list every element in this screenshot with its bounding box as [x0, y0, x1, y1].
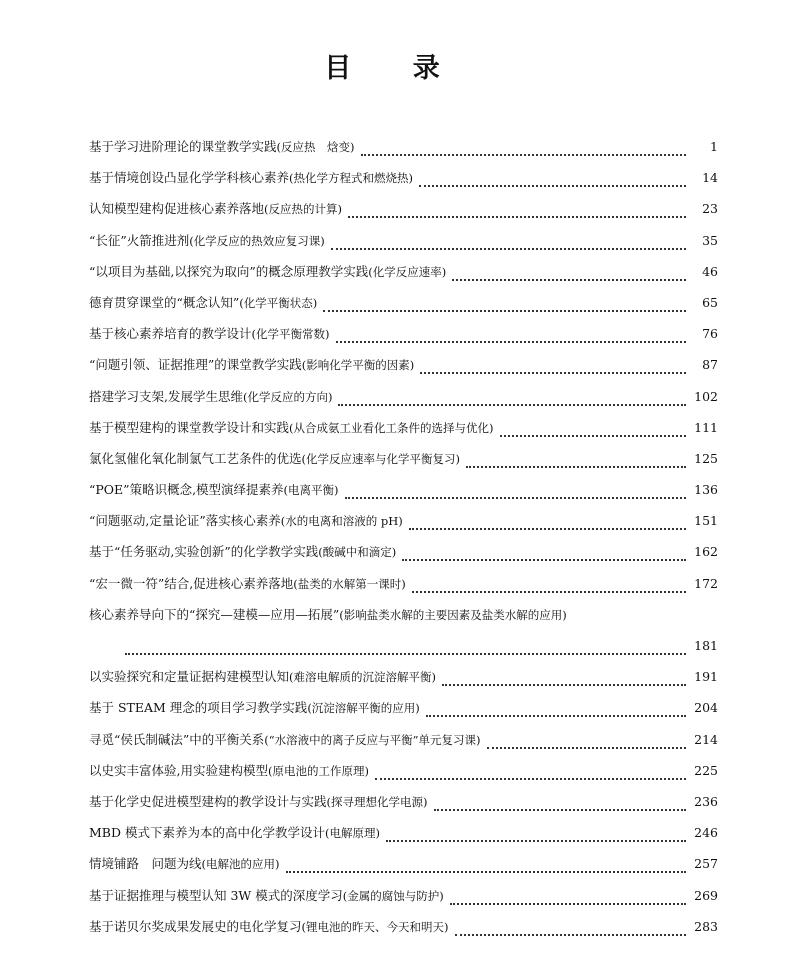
dot-leader — [455, 920, 687, 936]
entry-title: “宏一微一符”结合,促进核心素养落地 — [89, 575, 294, 591]
toc-entry[interactable] — [89, 481, 718, 512]
page-number: 269 — [694, 887, 718, 903]
entry-subtitle: (盐类的水解第一课时) — [293, 576, 406, 591]
dot-leader — [420, 358, 686, 374]
dot-leader — [500, 421, 687, 437]
toc-entry[interactable] — [89, 855, 718, 886]
toc-entry[interactable] — [89, 887, 718, 918]
page-number: 111 — [694, 419, 718, 435]
entry-title: 情境铺路 问题为线 — [89, 856, 202, 872]
dot-leader — [286, 857, 687, 873]
page-number: 214 — [694, 731, 718, 747]
entry-subtitle: (原电池的工作原理) — [267, 763, 369, 778]
page-number: 35 — [702, 232, 718, 248]
toc-entry[interactable] — [89, 606, 718, 637]
entry-subtitle: (从合成氨工业看化工条件的选择与优化) — [289, 420, 494, 435]
entry-subtitle: (水的电离和溶液的 pH) — [280, 514, 403, 529]
page-number: 225 — [694, 762, 718, 778]
dot-leader — [466, 452, 686, 468]
entry-subtitle: (影响盐类水解的主要因素及盐类水解的应用) — [339, 607, 567, 622]
entry-subtitle: (沉淀溶解平衡的应用) — [307, 701, 420, 716]
toc-entry[interactable] — [89, 356, 718, 387]
entry-subtitle: (化学平衡常数) — [251, 327, 330, 342]
entry-title: 基于情境创设凸显化学学科核心素养 — [89, 170, 290, 186]
entry-title: 德育贯穿课堂的“概念认知” — [89, 294, 240, 310]
entry-title: 基于核心素养培育的教学设计 — [89, 326, 252, 342]
entry-subtitle: (酸碱中和滴定) — [318, 545, 397, 560]
entry-subtitle: (化学反应的方向) — [242, 389, 333, 404]
dot-leader — [375, 764, 686, 780]
page-number: 125 — [694, 450, 718, 466]
entry-title: 基于 STEAM 理念的项目学习教学实践 — [89, 700, 308, 716]
entry-title: “问题驱动,定量论证”落实核心素养 — [89, 513, 281, 529]
entry-title: 以史实丰富体验,用实验建构模型 — [89, 762, 268, 778]
entry-title: MBD 模式下素养为本的高中化学教学设计 — [89, 825, 325, 841]
page-number: 76 — [702, 326, 718, 342]
toc-entry[interactable] — [89, 169, 718, 200]
page-number: 257 — [694, 856, 718, 872]
dot-leader — [125, 639, 686, 655]
toc-entry[interactable] — [89, 668, 718, 699]
dot-leader — [386, 826, 686, 842]
toc-entry[interactable] — [89, 699, 718, 730]
entry-title: 搭建学习支架,发展学生思维 — [89, 388, 243, 404]
toc-entry[interactable] — [89, 325, 718, 356]
entry-title: 氯化氢催化氧化制氯气工艺条件的优选 — [89, 450, 302, 466]
entry-title: “以项目为基础,以探究为取向”的概念原理教学实践 — [89, 263, 369, 279]
toc-entry[interactable] — [89, 294, 718, 325]
page-number: 151 — [694, 513, 718, 529]
page-number: 87 — [702, 357, 718, 373]
toc-entry[interactable] — [89, 200, 718, 231]
dot-leader — [434, 795, 687, 811]
dot-leader — [452, 265, 686, 281]
entry-title: 基于“任务驱动,实验创新”的化学教学实践 — [89, 544, 319, 560]
entry-title: “POE”策略识概念,模型演绎提素养 — [89, 482, 284, 498]
toc-entry[interactable] — [89, 263, 718, 294]
dot-leader — [361, 140, 687, 156]
dot-leader — [442, 670, 686, 686]
page-number: 65 — [702, 294, 718, 310]
toc-entry[interactable] — [89, 918, 718, 949]
dot-leader — [419, 171, 686, 187]
dot-leader — [412, 577, 686, 593]
entry-subtitle: (难溶电解质的沉淀溶解平衡) — [289, 670, 436, 685]
page-number: 162 — [694, 544, 718, 560]
entry-title: 基于学习进阶理论的课堂教学实践 — [89, 139, 277, 154]
page-number: 283 — [694, 918, 718, 934]
dot-leader — [338, 390, 686, 406]
table-of-contents — [89, 138, 718, 949]
dot-leader — [348, 202, 686, 218]
toc-entry[interactable] — [89, 824, 718, 855]
page-number: 172 — [694, 575, 718, 591]
entry-subtitle: (影响化学平衡的因素) — [301, 358, 415, 373]
entry-subtitle: (热化学方程式和燃烧热) — [289, 171, 413, 186]
toc-entry[interactable] — [89, 543, 718, 574]
toc-entry[interactable] — [89, 388, 718, 419]
entry-title: 寻觅“侯氏制碱法”中的平衡关系 — [89, 731, 265, 747]
dot-leader — [450, 889, 686, 905]
entry-title: “问题引领、证据推理”的课堂教学实践 — [89, 357, 302, 373]
page-number: 136 — [694, 482, 718, 498]
dot-leader — [409, 514, 686, 530]
toc-entry[interactable] — [89, 762, 718, 793]
toc-entry[interactable] — [89, 419, 718, 450]
dot-leader — [345, 483, 686, 499]
dot-leader — [487, 733, 686, 749]
toc-entry-continuation[interactable] — [89, 637, 718, 668]
entry-subtitle: (化学反应速率与化学平衡复习) — [301, 451, 460, 466]
entry-title: “长征”火箭推进剂 — [89, 232, 190, 248]
page-number: 1 — [710, 139, 718, 154]
entry-title: 基于证据推理与模型认知 3W 模式的深度学习 — [89, 887, 343, 903]
page-number: 181 — [694, 638, 718, 653]
toc-entry[interactable] — [89, 731, 718, 762]
entry-subtitle: (化学平衡状态) — [239, 295, 318, 310]
page-number: 14 — [702, 170, 718, 186]
entry-subtitle: (探寻理想化学电源) — [326, 794, 428, 809]
page-title: 目 录 — [324, 53, 466, 84]
entry-title: 认知模型建构促进核心素养落地 — [89, 201, 265, 217]
dot-leader — [426, 701, 686, 717]
dot-leader — [336, 327, 687, 343]
entry-subtitle: (反应热 焓变) — [276, 140, 355, 154]
toc-entry[interactable] — [89, 138, 718, 169]
dot-leader — [331, 234, 686, 250]
page-number: 236 — [694, 793, 718, 809]
page-number: 46 — [702, 263, 718, 279]
entry-subtitle: (反应热的计算) — [264, 202, 342, 217]
entry-subtitle: (金属的腐蚀与防护) — [342, 888, 444, 903]
entry-title: 以实验探究和定量证据构建模型认知 — [89, 669, 290, 685]
entry-title: 核心素养导向下的“探究—建模—应用—拓展” — [89, 606, 340, 622]
dot-leader — [402, 545, 686, 561]
page-number: 246 — [694, 825, 718, 841]
entry-subtitle: (电离平衡) — [283, 483, 339, 498]
entry-subtitle: (“水溶液中的离子反应与平衡”单元复习课) — [264, 732, 481, 747]
page-number: 204 — [694, 700, 718, 716]
page-number: 191 — [694, 669, 718, 685]
toc-entry[interactable] — [89, 232, 718, 263]
entry-subtitle: (电解原理) — [324, 826, 380, 841]
entry-subtitle: (电解池的应用) — [201, 857, 280, 872]
page-number: 23 — [702, 201, 718, 217]
entry-title: 基于模型建构的课堂教学设计和实践 — [89, 419, 290, 435]
entry-title: 基于诺贝尔奖成果发展史的电化学复习 — [89, 918, 302, 934]
entry-subtitle: (化学反应速率) — [368, 264, 447, 279]
toc-entry[interactable] — [89, 575, 718, 606]
entry-subtitle: (化学反应的热效应复习课) — [189, 233, 325, 248]
dot-leader — [323, 296, 686, 312]
page-number: 102 — [694, 388, 718, 404]
entry-subtitle: (锂电池的昨天、今天和明天) — [301, 919, 449, 934]
toc-entry[interactable] — [89, 512, 718, 543]
entry-title: 基于化学史促进模型建构的教学设计与实践 — [89, 793, 327, 809]
toc-entry[interactable] — [89, 793, 718, 824]
toc-entry[interactable] — [89, 450, 718, 481]
